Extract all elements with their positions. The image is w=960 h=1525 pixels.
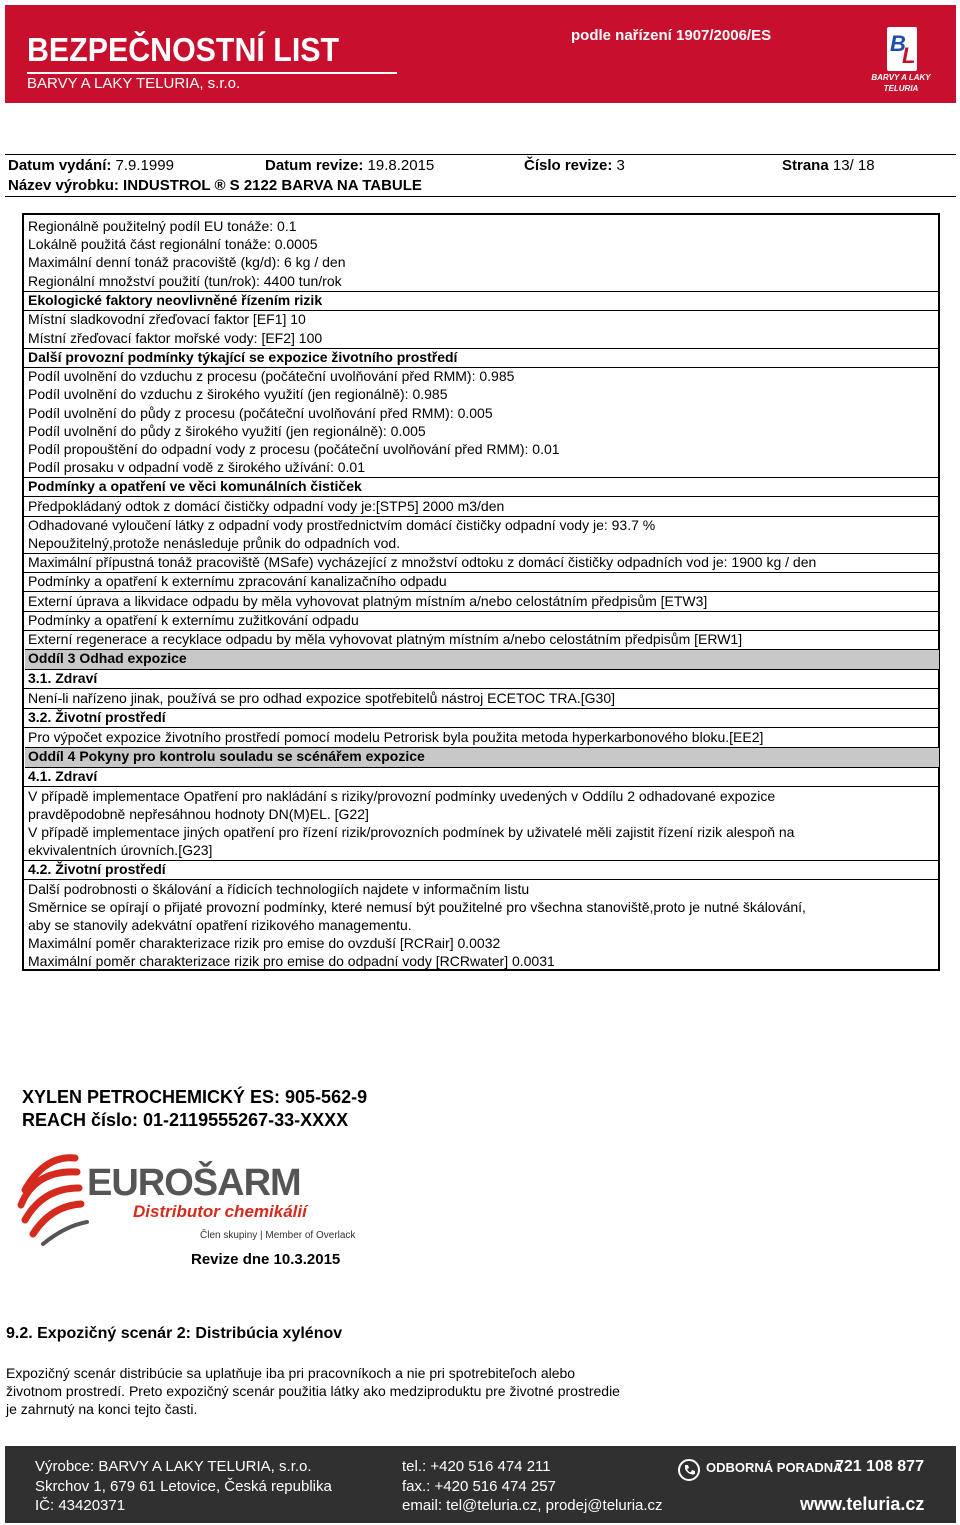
- subsection-heading: Ekologické faktory neovlivněné řízením rizik: [28, 292, 323, 308]
- row-divider: [24, 591, 938, 592]
- company-name: BARVY A LAKY TELURIA, s.r.o.: [27, 75, 241, 92]
- regulation-label: podle nařízení 1907/2006/ES: [571, 27, 772, 44]
- footer-address: Skrchov 1, 679 61 Letovice, Česká republika: [35, 1478, 332, 1495]
- section-3-title: Oddíl 3 Odhad expozice: [28, 650, 187, 666]
- row-divider: [24, 786, 938, 787]
- content-row: Podmínky a opatření k externímu zužitkování odpadu: [28, 612, 359, 628]
- product-name: Název výrobku: INDUSTROL ® S 2122 BARVA NA TABULE: [8, 177, 422, 194]
- content-row: aby se stanovily adekvátní opatření rizikového managementu.: [28, 917, 412, 933]
- issue-date: Datum vydání: 7.9.1999: [8, 157, 174, 174]
- content-row: Podíl uvolnění do půdy z procesu (počáteční uvolňování před RMM): 0.005: [28, 405, 493, 421]
- scenario-text: je zahrnutý na konci tejto časti.: [6, 1401, 198, 1417]
- content-row: Směrnice se opírají o přijaté provozní podmínky, které nemusí být použitelné pro všechna stanoviště,proto je nutné škálování,: [28, 899, 806, 915]
- content-row: Lokálně použitá část regionální tonáže: 0.0005: [28, 236, 318, 252]
- section-3-header: [25, 649, 939, 670]
- content-row: V případě implementace jiných opatření pro řízení rizik/provozních podmínek by uživatelé měli zajistit řízení rizik alespoň na: [28, 824, 795, 840]
- exposure-content-box: [22, 213, 940, 971]
- content-row: Externí úprava a likvidace odpadu by měla vyhovovat platným místním a/nebo celostátním předpisům [ETW3]: [28, 593, 708, 609]
- content-row: Místní sladkovodní zřeďovací faktor [EF1] 10: [28, 311, 306, 327]
- phone-icon: [677, 1458, 701, 1482]
- subsection-heading: 4.2. Životní prostředí: [28, 861, 166, 877]
- row-divider: [24, 496, 938, 497]
- logo-text-line1: BARVY A LAKY: [871, 73, 931, 82]
- content-row: Další podrobnosti o škálování a řídicích technologiích najdete v informačním listu: [28, 881, 530, 897]
- content-row: Podíl propouštění do odpadní vody z procesu (počáteční uvolňování před RMM): 0.01: [28, 441, 560, 457]
- document-footer: [5, 1446, 956, 1523]
- content-row: Není-li nařízeno jinak, používá se pro odhad expozice spotřebitelů nástroj ECETOC TRA.[G30]: [28, 690, 616, 706]
- content-row: Podíl uvolnění do půdy z širokého využití (jen regionálně): 0.005: [28, 423, 426, 439]
- scenario-text: Expozičný scenár distribúcie sa uplatňuje iba pri pracovníkoch a nie pri spotrebiteľoch alebo: [6, 1365, 576, 1381]
- logo-text-line2: TELURIA: [883, 84, 919, 93]
- scenario-title: 9.2. Expozičný scenár 2: Distribúcia xylénov: [6, 1325, 343, 1342]
- eurosarm-name: EUROŠARM: [87, 1162, 301, 1204]
- reach-number: REACH číslo: 01-2119555267-33-XXXX: [22, 1110, 349, 1130]
- footer-website[interactable]: www.teluria.cz: [800, 1494, 925, 1514]
- subsection-heading: Podmínky a opatření ve věci komunálních čističek: [28, 478, 362, 494]
- content-row: Pro výpočet expozice životního prostředí pomocí modelu Petrorisk byla použita metoda hyperkarbonového bloku.[EE2]: [28, 729, 764, 745]
- row-divider: [24, 688, 938, 689]
- scenario-text: životnom prostredí. Preto expozičný scenár použitia látky ako medziproduktu pre životné prostredie: [6, 1383, 620, 1399]
- logo-letter-l: L: [902, 43, 916, 68]
- subsection-heading: 3.2. Životní prostředí: [28, 709, 166, 725]
- revision-date: Datum revize: 19.8.2015: [265, 157, 435, 174]
- info-bottom-rule: [5, 196, 956, 197]
- row-divider: [24, 727, 938, 728]
- revision-note: Revize dne 10.3.2015: [191, 1251, 341, 1268]
- row-divider: [24, 879, 938, 880]
- info-top-rule: [5, 154, 956, 155]
- section-4-title: Oddíl 4 Pokyny pro kontrolu souladu se scénářem expozice: [28, 748, 425, 764]
- company-logo: [863, 25, 939, 99]
- content-row: pravděpodobně nepřesáhnou hodnoty DN(M)EL. [G22]: [28, 806, 369, 822]
- revision-number: Číslo revize: 3: [524, 157, 625, 174]
- footer-fax: fax.: +420 516 474 257: [402, 1478, 556, 1495]
- eurosarm-logo: [15, 1150, 375, 1250]
- content-row: Podíl uvolnění do vzduchu z procesu (počáteční uvolňování před RMM): 0.985: [28, 368, 515, 384]
- content-row: Regionálně použitelný podíl EU tonáže: 0.1: [28, 218, 297, 234]
- content-row: Externí regenerace a recyklace odpadu by měla vyhovovat platným místním a/nebo celostátním předpisům [ERW1]: [28, 631, 743, 647]
- footer-email[interactable]: email: tel@teluria.cz, prodej@teluria.cz: [402, 1497, 663, 1514]
- content-row: Odhadované vyloučení látky z odpadní vody prostřednictvím domácí čističky odpadní vody je: 93.7 %: [28, 517, 656, 533]
- content-row: Nepoužitelný,protože nenásleduje průnik do odpadních vod.: [28, 535, 401, 551]
- subsection-heading: 3.1. Zdraví: [28, 670, 98, 686]
- footer-tel: tel.: +420 516 474 211: [402, 1458, 551, 1475]
- document-title: BEZPEČNOSTNÍ LIST: [27, 31, 340, 68]
- title-underline: [27, 72, 397, 74]
- footer-ic: IČ: 43420371: [35, 1497, 126, 1514]
- content-row: Podíl uvolnění do vzduchu z širokého využití (jen regionálně): 0.985: [28, 386, 448, 402]
- substance-heading: XYLEN PETROCHEMICKÝ ES: 905-562-9: [22, 1087, 368, 1107]
- subsection-heading: 4.1. Zdraví: [28, 768, 98, 784]
- content-row: Maximální poměr charakterizace rizik pro emise do odpadní vody [RCRwater] 0.0031: [28, 953, 555, 969]
- content-row: ekvivalentních úrovních.[G23]: [28, 842, 213, 858]
- content-row: Maximální denní tonáž pracoviště (kg/d): 6 kg / den: [28, 254, 346, 270]
- content-row: Podíl prosaku v odpadní vodě z širokého užívání: 0.01: [28, 459, 365, 475]
- content-row: Regionální množství použití (tun/rok): 4400 tun/rok: [28, 273, 342, 289]
- eurosarm-member: Člen skupiny | Member of Overlack: [200, 1230, 356, 1241]
- content-row: Maximální poměr charakterizace rizik pro emise do ovzduší [RCRair] 0.0032: [28, 935, 501, 951]
- section-4-header: [25, 747, 939, 768]
- advice-line-number[interactable]: 721 108 877: [835, 1458, 924, 1475]
- page-number: Strana 13/ 18: [782, 157, 875, 174]
- eurosarm-tagline: Distributor chemikálií: [133, 1202, 307, 1221]
- content-row: V případě implementace Opatření pro nakládání s riziky/provozní podmínky uvedených v Oddílu 2 odhadované expozice: [28, 788, 776, 804]
- content-row: Podmínky a opatření k externímu zpracování kanalizačního odpadu: [28, 573, 447, 589]
- content-row: Předpokládaný odtok z domácí čističky odpadní vody je:[STP5] 2000 m3/den: [28, 498, 505, 514]
- document-header: [5, 5, 956, 103]
- content-row: Místní zřeďovací faktor mořské vody: [EF2] 100: [28, 330, 323, 346]
- footer-maker: Výrobce: BARVY A LAKY TELURIA, s.r.o.: [35, 1458, 312, 1475]
- advice-line-label: ODBORNÁ PORADNA: [706, 1460, 843, 1475]
- content-row: Maximální přípustná tonáž pracoviště (MSafe) vycházející z množství odtoku z domácí čističky odpadních vod je: 1900 kg / den: [28, 554, 817, 570]
- subsection-heading: Další provozní podmínky týkající se expozice životního prostředí: [28, 349, 458, 365]
- logo-letter-b: B: [890, 31, 906, 56]
